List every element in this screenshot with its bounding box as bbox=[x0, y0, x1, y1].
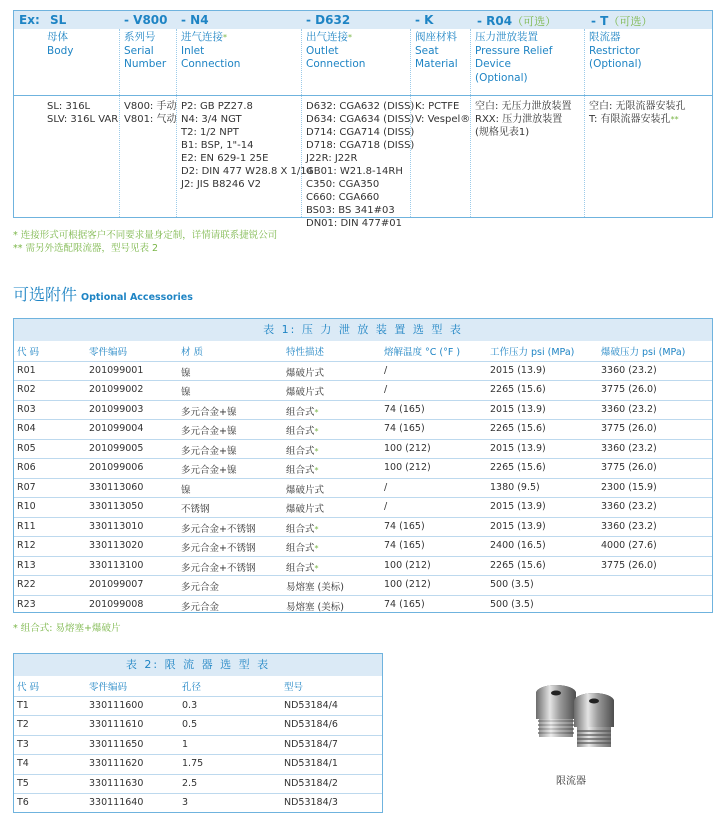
table-cell: 爆破片式 bbox=[286, 484, 325, 496]
table-cell: / bbox=[384, 481, 388, 493]
code-column-values-2 bbox=[181, 100, 313, 191]
table-cell: 74 (165) bbox=[384, 540, 425, 551]
table-row bbox=[14, 556, 712, 576]
table-cell: T4 bbox=[17, 758, 29, 769]
desc-line: 压力泄放装置 bbox=[475, 31, 538, 43]
table-cell: 爆破片式 bbox=[286, 387, 325, 398]
value-line: P2: GB PZ27.8 bbox=[181, 101, 253, 112]
table-cell: 330111630 bbox=[89, 777, 144, 789]
desc-line: 系列号 bbox=[124, 31, 156, 43]
table-cell: 4000 (27.6) bbox=[601, 540, 657, 551]
section-title-cn: 可选附件 bbox=[13, 285, 78, 304]
column-header: 零件编码 bbox=[89, 682, 128, 693]
table-cell: 2300 (15.9) bbox=[601, 481, 657, 493]
code-column-values-1 bbox=[124, 100, 176, 126]
table-cell: 74 (165) bbox=[384, 598, 425, 610]
table-row bbox=[14, 517, 712, 537]
table-cell: 201099003 bbox=[89, 403, 144, 415]
table-cell: 2400 (16.5) bbox=[490, 540, 546, 551]
code-column-values-4 bbox=[415, 100, 470, 126]
table-cell: 201099007 bbox=[89, 579, 144, 590]
code-header-key: - K bbox=[415, 13, 434, 27]
table-cell: R03 bbox=[17, 403, 36, 415]
desc-line: Connection bbox=[181, 58, 241, 70]
table-cell: T3 bbox=[17, 738, 29, 750]
table-cell: 镍 bbox=[181, 367, 191, 379]
table-cell: R22 bbox=[17, 579, 36, 590]
table-cell: 易熔塞 (美标) bbox=[286, 582, 344, 593]
table-cell: 爆破片式 bbox=[286, 367, 325, 379]
table-cell: 多元合金+镍 bbox=[181, 426, 237, 437]
table-header-row bbox=[14, 676, 382, 696]
table-cell: 330113060 bbox=[89, 481, 144, 493]
desc-line: Connection bbox=[306, 58, 366, 70]
table-cell: 组合式* bbox=[286, 523, 319, 535]
value-line: C350: CGA350 bbox=[306, 179, 380, 190]
table-cell: ND53184/1 bbox=[284, 758, 338, 769]
code-column-desc-2 bbox=[181, 31, 240, 72]
table-cell: 2265 (15.6) bbox=[490, 423, 546, 434]
code-column-values-5 bbox=[475, 100, 572, 139]
table-cell: 201099002 bbox=[89, 384, 144, 395]
table-row bbox=[14, 793, 382, 813]
table-cell: R11 bbox=[17, 520, 36, 532]
order-code-table bbox=[13, 10, 713, 229]
code-header-1 bbox=[50, 13, 66, 27]
value-line: V801: 气动 bbox=[124, 114, 177, 125]
column-divider bbox=[119, 29, 120, 217]
table-cell: 组合式* bbox=[286, 562, 319, 574]
table-row bbox=[14, 735, 382, 755]
table-cell: ND53184/2 bbox=[284, 777, 338, 789]
note-combination: * 组合式: 易熔塞+爆破片 bbox=[13, 623, 121, 634]
table-cell: 多元合金 bbox=[181, 601, 220, 613]
value-line: N4: 3/4 NGT bbox=[181, 114, 242, 125]
code-column-desc-1 bbox=[124, 31, 166, 72]
table-cell: 2015 (13.9) bbox=[490, 501, 546, 512]
table-cell: 74 (165) bbox=[384, 403, 425, 415]
table-row bbox=[14, 696, 382, 716]
table-cell: 1380 (9.5) bbox=[490, 481, 540, 493]
table-cell: 330111600 bbox=[89, 699, 144, 711]
value-line: K: PCTFE bbox=[415, 101, 460, 112]
code-header-sub: （可选） bbox=[608, 15, 653, 28]
value-line: C660: CGA660 bbox=[306, 192, 380, 203]
code-column-values-0 bbox=[47, 100, 118, 126]
desc-line: 母体 bbox=[47, 31, 68, 43]
table-cell: 组合式* bbox=[286, 406, 319, 418]
table-cell: ND53184/3 bbox=[284, 797, 338, 808]
table-cell: 201099006 bbox=[89, 462, 144, 473]
table-header-row bbox=[14, 341, 712, 361]
table-cell: T5 bbox=[17, 777, 29, 789]
table-row bbox=[14, 419, 712, 439]
table-cell: 100 (212) bbox=[384, 579, 431, 590]
table-row bbox=[14, 774, 382, 794]
table-cell: R13 bbox=[17, 559, 36, 571]
code-header-key: - T bbox=[591, 14, 609, 28]
table-cell: 爆破片式 bbox=[286, 504, 325, 515]
value-line: D634: CGA634 (DISS) bbox=[306, 114, 415, 125]
table-cell: 330111620 bbox=[89, 758, 144, 769]
desc-line: 进气连接* bbox=[181, 31, 227, 43]
value-line: B1: BSP, 1"-14 bbox=[181, 140, 254, 151]
table-cell: 330113050 bbox=[89, 501, 144, 512]
value-line: T: 有限流器安装孔** bbox=[589, 114, 679, 125]
value-line: GB01: W21.8-14RH bbox=[306, 166, 403, 177]
table-row bbox=[14, 595, 712, 615]
code-header-key: SL bbox=[50, 13, 67, 27]
column-header: 代 码 bbox=[17, 347, 40, 358]
table-cell: 3 bbox=[182, 797, 189, 808]
value-line: SLV: 316L VAR bbox=[47, 114, 119, 125]
table-cell: 3775 (26.0) bbox=[601, 423, 657, 434]
table-cell: ND53184/4 bbox=[284, 699, 338, 711]
table-cell: R23 bbox=[17, 598, 36, 610]
table-cell: 多元合金+不锈钢 bbox=[181, 562, 256, 574]
restrictor-caption: 限流器 bbox=[556, 776, 586, 787]
table-cell: 201099005 bbox=[89, 442, 144, 454]
table-cell: 3360 (23.2) bbox=[601, 520, 657, 532]
table-cell: ND53184/6 bbox=[284, 719, 338, 730]
value-line: V: Vespel® bbox=[415, 114, 471, 125]
code-header-6 bbox=[477, 13, 556, 29]
value-line: V800: 手动 bbox=[124, 101, 177, 112]
desc-line: Seat bbox=[415, 44, 439, 57]
table-cell: 组合式* bbox=[286, 445, 319, 457]
table-cell: R12 bbox=[17, 540, 36, 551]
code-header-key: - V800 bbox=[124, 13, 168, 27]
value-line: RXX: 压力泄放装置 bbox=[475, 114, 563, 125]
table-cell: T6 bbox=[17, 797, 29, 808]
column-header: 工作压力 psi (MPa) bbox=[490, 347, 575, 358]
value-line: D714: CGA714 (DISS) bbox=[306, 127, 415, 138]
table-cell: 100 (212) bbox=[384, 442, 431, 454]
column-header: 特性描述 bbox=[286, 347, 325, 358]
table-cell: 2015 (13.9) bbox=[490, 520, 546, 532]
table-row bbox=[14, 715, 382, 735]
desc-line: 阀座材料 bbox=[415, 31, 457, 43]
value-line: E2: EN 629-1 25E bbox=[181, 153, 269, 164]
table-cell: 201099004 bbox=[89, 423, 144, 434]
table-cell: 100 (212) bbox=[384, 559, 431, 571]
column-header: 零件编码 bbox=[89, 347, 128, 358]
table-cell: 201099008 bbox=[89, 598, 144, 610]
table-cell: / bbox=[384, 364, 388, 376]
value-line: BS03: BS 341#03 bbox=[306, 205, 395, 216]
table-cell: 100 (212) bbox=[384, 462, 431, 473]
value-line: DN01: DIN 477#01 bbox=[306, 218, 402, 229]
code-column-values-6 bbox=[589, 100, 686, 126]
table-cell: 3360 (23.2) bbox=[601, 364, 657, 376]
table-cell: 多元合金+镍 bbox=[181, 465, 237, 476]
code-header-key: Ex: bbox=[19, 13, 40, 27]
note-connection: * 连接形式可根据客户不同要求量身定制，详情请联系捷锐公司 bbox=[13, 230, 278, 241]
table-cell: 多元合金+镍 bbox=[181, 445, 237, 457]
table-cell: 330113010 bbox=[89, 520, 144, 532]
table-cell: 组合式* bbox=[286, 426, 319, 437]
restrictor-table bbox=[13, 653, 383, 813]
value-line: D632: CGA632 (DISS) bbox=[306, 101, 415, 112]
desc-line: Number bbox=[124, 58, 167, 70]
desc-line: Serial bbox=[124, 44, 154, 57]
table-cell: 不锈钢 bbox=[181, 504, 210, 515]
desc-line: Body bbox=[47, 44, 74, 57]
table-cell: T1 bbox=[17, 699, 29, 711]
table-cell: 多元合金+镍 bbox=[181, 406, 237, 418]
relief-device-table bbox=[13, 318, 713, 613]
table-cell: 2015 (13.9) bbox=[490, 442, 546, 454]
table-cell: 3360 (23.2) bbox=[601, 442, 657, 454]
table-cell: 500 (3.5) bbox=[490, 579, 534, 590]
value-line: J22R: J22R bbox=[306, 153, 358, 164]
code-column-desc-6 bbox=[589, 31, 642, 72]
code-header-5 bbox=[415, 13, 433, 27]
table-cell: 330111610 bbox=[89, 719, 144, 730]
column-header: 型号 bbox=[284, 682, 304, 693]
table-cell: 2265 (15.6) bbox=[490, 462, 546, 473]
table-cell: 2015 (13.9) bbox=[490, 364, 546, 376]
column-header: 代 码 bbox=[17, 682, 40, 693]
value-line: J2: JIS B8246 V2 bbox=[181, 179, 261, 190]
section-title bbox=[13, 282, 193, 305]
table-cell: 0.5 bbox=[182, 719, 198, 730]
value-line: T2: 1/2 NPT bbox=[181, 127, 239, 138]
table2-title: 表 2: 限 流 器 选 型 表 bbox=[14, 654, 382, 676]
table-cell: / bbox=[384, 384, 388, 395]
table-row bbox=[14, 478, 712, 498]
table-cell: 3775 (26.0) bbox=[601, 462, 657, 473]
desc-line: (Optional) bbox=[475, 71, 528, 84]
desc-line: Outlet bbox=[306, 44, 339, 57]
code-header-key: - D632 bbox=[306, 13, 351, 27]
table-cell: R04 bbox=[17, 423, 36, 434]
code-column-desc-5 bbox=[475, 31, 552, 85]
table-cell: 2015 (13.9) bbox=[490, 403, 546, 415]
code-column-desc-3 bbox=[306, 31, 365, 72]
value-line: SL: 316L bbox=[47, 101, 91, 112]
desc-line: Inlet bbox=[181, 44, 205, 57]
table-cell: 组合式* bbox=[286, 465, 319, 476]
table-cell: 201099001 bbox=[89, 364, 144, 376]
code-header-3 bbox=[181, 13, 209, 27]
table-cell: 0.3 bbox=[182, 699, 198, 711]
table-cell: 3775 (26.0) bbox=[601, 384, 657, 395]
table-cell: 74 (165) bbox=[384, 520, 425, 532]
column-header: 熔解温度 °C (°F ) bbox=[384, 347, 461, 358]
table-cell: / bbox=[384, 501, 388, 512]
table-cell: 330113020 bbox=[89, 540, 144, 551]
code-header-2 bbox=[124, 13, 168, 27]
table-cell: R05 bbox=[17, 442, 36, 454]
value-line: (规格见表1) bbox=[475, 127, 530, 138]
code-header-7 bbox=[591, 13, 652, 29]
code-header-key: - R04 bbox=[477, 14, 513, 28]
table-row bbox=[14, 497, 712, 517]
table-cell: R02 bbox=[17, 384, 36, 395]
table-row bbox=[14, 439, 712, 459]
table-cell: 3360 (23.2) bbox=[601, 501, 657, 512]
table-cell: 330111650 bbox=[89, 738, 144, 750]
desc-line: Restrictor bbox=[589, 44, 640, 57]
table-row bbox=[14, 361, 712, 381]
desc-line: 限流器 bbox=[589, 31, 621, 43]
table-cell: 500 (3.5) bbox=[490, 598, 534, 610]
table-cell: 3775 (26.0) bbox=[601, 559, 657, 571]
desc-line: Material bbox=[415, 58, 458, 70]
section-title-en: Optional Accessories bbox=[81, 292, 193, 303]
table-row bbox=[14, 458, 712, 478]
table-cell: ND53184/7 bbox=[284, 738, 338, 750]
restrictor-photo bbox=[522, 683, 627, 753]
table-row bbox=[14, 400, 712, 420]
table-cell: 镍 bbox=[181, 484, 191, 496]
value-line: 空白: 无压力泄放装置 bbox=[475, 101, 572, 112]
table1-title: 表 1: 压 力 泄 放 装 置 选 型 表 bbox=[14, 319, 712, 341]
table-row bbox=[14, 575, 712, 595]
code-column-desc-4 bbox=[415, 31, 458, 72]
table-cell: 易熔塞 (美标) bbox=[286, 601, 344, 613]
table-cell: 多元合金+不锈钢 bbox=[181, 523, 256, 535]
table-cell: 1.75 bbox=[182, 758, 204, 769]
table-cell: T2 bbox=[17, 719, 29, 730]
table-cell: 2.5 bbox=[182, 777, 198, 789]
table-cell: 74 (165) bbox=[384, 423, 425, 434]
table-cell: 330111640 bbox=[89, 797, 144, 808]
note-restrictor: ** 需另外选配限流器，型号见表 2 bbox=[13, 243, 159, 254]
code-column-values-3 bbox=[306, 100, 414, 230]
column-divider bbox=[584, 29, 585, 217]
code-header-4 bbox=[306, 13, 350, 27]
column-header: 孔径 bbox=[182, 682, 202, 693]
code-header-0 bbox=[19, 13, 40, 27]
table-cell: R07 bbox=[17, 481, 36, 493]
desc-line: Device bbox=[475, 58, 511, 70]
table-cell: 2265 (15.6) bbox=[490, 559, 546, 571]
table-row bbox=[14, 754, 382, 774]
table-row bbox=[14, 380, 712, 400]
table-cell: 多元合金 bbox=[181, 582, 220, 593]
column-header: 材 质 bbox=[181, 347, 204, 358]
table-cell: 多元合金+不锈钢 bbox=[181, 543, 256, 554]
code-column-desc-0 bbox=[47, 31, 74, 58]
table-row bbox=[14, 536, 712, 556]
table-cell: 330113100 bbox=[89, 559, 144, 571]
desc-line: 出气连接* bbox=[306, 31, 352, 43]
column-header: 爆破压力 psi (MPa) bbox=[601, 347, 686, 358]
table-cell: 1 bbox=[182, 738, 189, 750]
value-line: D2: DIN 477 W28.8 X 1/14 bbox=[181, 166, 314, 177]
code-header-sub: （可选） bbox=[512, 15, 557, 28]
table-cell: R06 bbox=[17, 462, 36, 473]
table-cell: 2265 (15.6) bbox=[490, 384, 546, 395]
value-line: D718: CGA718 (DISS) bbox=[306, 140, 415, 151]
value-line: 空白: 无限流器安装孔 bbox=[589, 101, 686, 112]
table-cell: R01 bbox=[17, 364, 36, 376]
table-cell: 3360 (23.2) bbox=[601, 403, 657, 415]
desc-line: Pressure Relief bbox=[475, 44, 553, 57]
desc-line: (Optional) bbox=[589, 58, 642, 70]
table-cell: R10 bbox=[17, 501, 36, 512]
table-cell: 镍 bbox=[181, 387, 191, 398]
table-cell: 组合式* bbox=[286, 543, 319, 554]
code-header-key: - N4 bbox=[181, 13, 209, 27]
